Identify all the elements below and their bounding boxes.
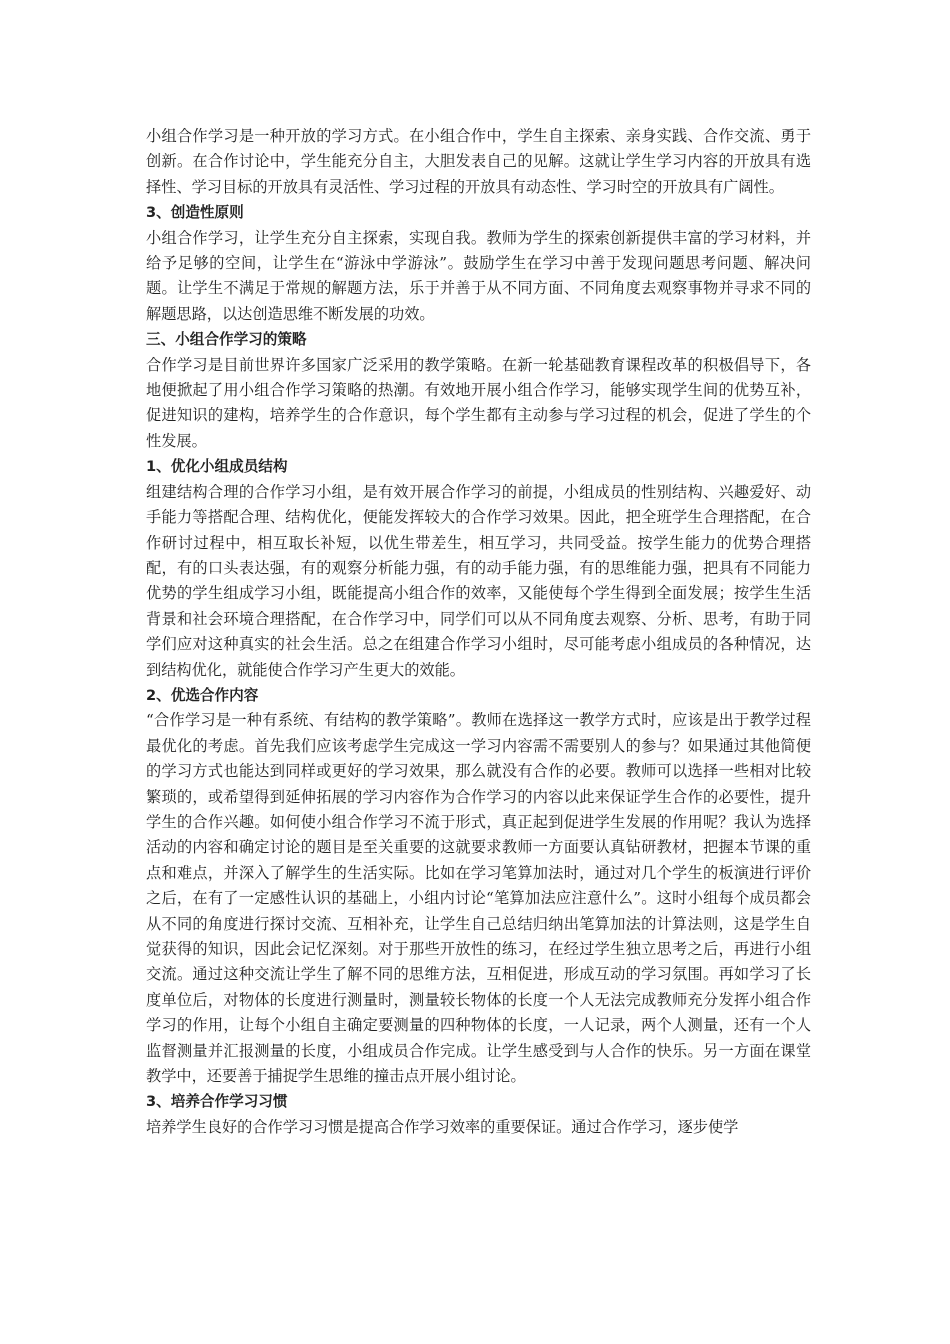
paragraph-learning-habits: 培养学生良好的合作学习习惯是提高合作学习效率的重要保证。通过合作学习，逐步使学 <box>146 1117 739 1136</box>
paragraph-creativity: 小组合作学习，让学生充分自主探索，实现自我。教师为学生的探索创新提供丰富的学习材料，并给予足够的空间，让学生在“游泳中学游泳”。鼓励学生在学习中善于发现问题思考问题、解决问题。让学生不满足于常规的解题方法，乐于并善于从不同方面、不同角度去观察事物并寻求不同的解题思路，以达创造思维不断发展的功效。 <box>146 228 811 323</box>
document-page <box>146 124 811 1140</box>
heading-learning-habits: 3、培养合作学习习惯 <box>146 1093 288 1111</box>
heading-group-structure: 1、优化小组成员结构 <box>146 458 288 476</box>
paragraph-openness: 小组合作学习是一种开放的学习方式。在小组合作中，学生自主探索、亲身实践、合作交流、勇于创新。在合作讨论中，学生能充分自主，大胆发表自己的见解。这就让学生学习内容的开放具有选择性、学习目标的开放具有灵活性、学习过程的开放具有动态性、学习时空的开放具有广阔性。 <box>146 127 811 196</box>
paragraph-group-structure: 组建结构合理的合作学习小组，是有效开展合作学习的前提，小组成员的性别结构、兴趣爱好、动手能力等搭配合理、结构优化，便能发挥较大的合作学习效果。因此，把全班学生合理搭配，在合作研讨过程中，相互取长补短，以优生带差生，相互学习，共同受益。按学生能力的优势合理搭配，有的口头表达强，有的观察分析能力强，有的动手能力强，有的思维能力强，把具有不同能力优势的学生组成学习小组，既能提高小组合作的效率，又能使每个学生得到全面发展；按学生生活背景和社会环境合理搭配，在合作学习中，同学们可以从不同角度去观察、分析、思考，有助于同学们应对这种真实的社会生活。总之在组建合作学习小组时，尽可能考虑小组成员的各种情况，达到结构优化，就能使合作学习产生更大的效能。 <box>146 482 811 679</box>
heading-cooperation-content: 2、优选合作内容 <box>146 686 259 704</box>
heading-creativity-principle: 3、创造性原则 <box>146 204 244 222</box>
paragraph-strategy: 合作学习是目前世界许多国家广泛采用的教学策略。在新一轮基础教育课程改革的积极倡导下，各地便掀起了用小组合作学习策略的热潮。有效地开展小组合作学习，能够实现学生间的优势互补，促进知识的建构，培养学生的合作意识，每个学生都有主动参与学习过程的机会，促进了学生的个性发展。 <box>146 355 811 450</box>
heading-strategy: 三、小组合作学习的策略 <box>146 331 307 349</box>
paragraph-cooperation-content: “合作学习是一种有系统、有结构的教学策略”。教师在选择这一教学方式时，应该是出于教学过程最优化的考虑。首先我们应该考虑学生完成这一学习内容需不需要别人的参与？如果通过其他简便的学习方式也能达到同样或更好的学习效果，那么就没有合作的必要。教师可以选择一些相对比较繁琐的，或希望得到延伸拓展的学习内容作为合作学习的内容以此来保证学生合作的必要性，提升学生的合作兴趣。如何使小组合作学习不流于形式，真正起到促进学生发展的作用呢？我认为选择活动的内容和确定讨论的题目是至关重要的这就要求教师一方面要认真钻研教材，把握本节课的重点和难点，并深入了解学生的生活实际。比如在学习笔算加法时，通过对几个学生的板演进行评价之后，在有了一定感性认识的基础上，小组内讨论“笔算加法应注意什么”。这时小组每个成员都会从不同的角度进行探讨交流、互相补充，让学生自己总结归纳出笔算加法的计算法则，这是学生自觉获得的知识，因此会记忆深刻。对于那些开放性的练习，在经过学生独立思考之后，再进行小组交流。通过这种交流让学生了解不同的思维方法，互相促进，形成互动的学习氛围。再如学习了长度单位后，对物体的长度进行测量时，测量较长物体的长度一个人无法完成教师充分发挥小组合作学习的作用，让每个小组自主确定要测量的四种物体的长度，一人记录，两个人测量，还有一个人监督测量并汇报测量的长度，小组成员合作完成。让学生感受到与人合作的快乐。另一方面在课堂教学中，还要善于捕捉学生思维的撞击点开展小组讨论。 <box>146 711 811 1086</box>
